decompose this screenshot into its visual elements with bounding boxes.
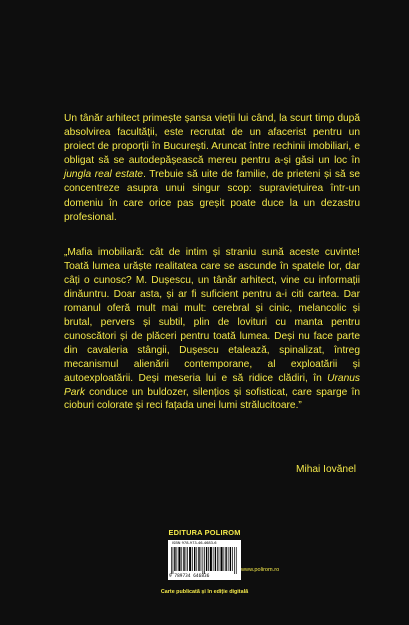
book-blurb <box>64 112 360 225</box>
quote-text-part1: „Mafia imobiliară: cât de intim și straniu sună aceste cuvinte! Toată lumea urăște realitatea care se ascunde în spatele lor, dar câți o cunosc? M. Dușescu, un tânăr arhitect, vine cu informații dinăuntru. Doar asta, și ar fi suficient pentru a-i citi cartea. Dar romanul oferă mult mai mult: cerebral și cinic, melancolic și brutal, pervers și subtil, plin de lovituri cu manta pentru cunoscători și de plăceri pentru toată lumea. Deși nu face parte din cavaleria stângii, Dușescu etalează, spinalizat, întreg mecanismul alienării contemporane, al exploatării și autoexploatării. Deși meseria lui e să ridice clădiri, în <box>64 247 360 384</box>
isbn-number: ISBN 978-973-46-4683-6 <box>172 541 217 545</box>
publisher-name: EDITURA POLIROM <box>168 528 241 537</box>
publisher-website: www.polirom.ro <box>241 567 280 573</box>
barcode-bars <box>171 547 238 574</box>
quote-author: Mihai Iovănel <box>295 464 356 475</box>
quote-text-part2: conduce un buldozer, silențios și sofisticat, care sparge în cioburi colorate și reci fațada unei lumi strălucitoare.” <box>64 386 360 412</box>
critic-quote <box>64 246 360 413</box>
blurb-emphasis: jungla real estate <box>64 169 144 181</box>
isbn-barcode <box>168 540 241 580</box>
blurb-text-part2: . Trebuie să uite de familie, de prieteni și să se concentreze asupra unui singur scop: supraviețuirea într-un domeniu în care orice pas greșit poate duce la un dezastru profesional. <box>64 169 360 223</box>
digital-edition-note: Carte publicată și în ediție digitală <box>160 589 249 595</box>
blurb-text-part1: Un tânăr arhitect primește șansa vieții lui când, la scurt timp după absolvirea facultății, este recrutat de un afacerist pentru un proiect de proporții în București. Aruncat între rechinii imobiliari, e obligat să se autodepășească mereu pentru a-și găsi un loc în <box>64 113 360 167</box>
barcode-digits: 9 789734 646836 <box>169 574 210 579</box>
quote-emphasis: Uranus Park <box>64 372 360 398</box>
